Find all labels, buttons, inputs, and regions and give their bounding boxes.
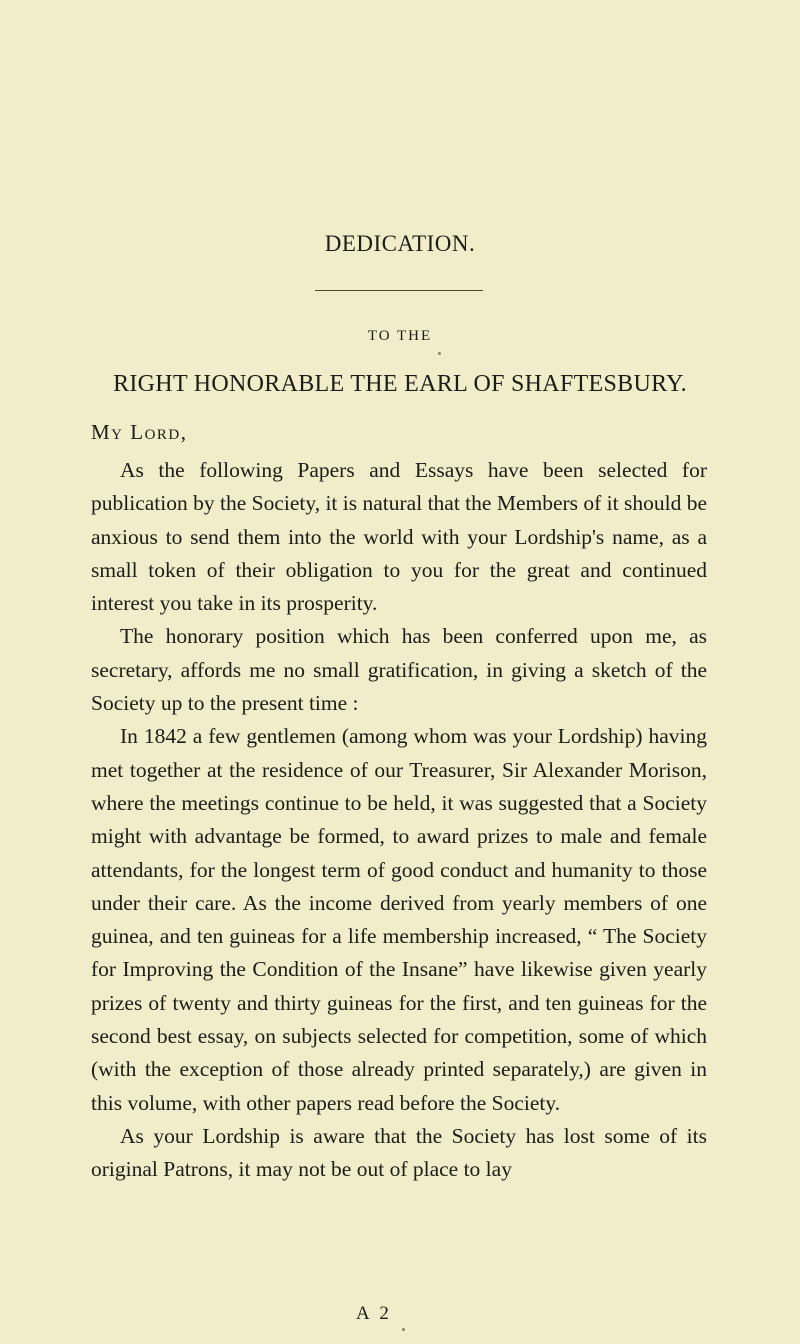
paragraph-3: In 1842 a few gentlemen (among whom was your Lordship) having met together at the residence of our Treasurer, Sir Alexander Morison, where the meetings continue to be held, it was suggested that a Society might with advantage be formed, to award prizes to male and female attendants, for the longest term of good conduct and humanity to those under their care. As the income derived from yearly members of one guinea, and ten guineas for a life membership increased, “ The Society for Improving the Condition of the Insane” have likewise given yearly prizes of twenty and thirty guineas for the first, and ten guineas for the second best essay, on subjects selected for competition, some of which (with the exception of those already printed separately,) are given in this volume, with other papers read before the Society. [91, 724, 707, 1115]
dedication-heading: DEDICATION. [324, 231, 476, 256]
salutation: My Lord, [91, 420, 188, 444]
paragraph-2: The honorary position which has been conferred upon me, as secretary, affords me no small gratification, in giving a sketch of the Society up to the present time : [91, 624, 707, 716]
dedication-body [91, 454, 707, 1187]
dedicatee-title: RIGHT HONORABLE THE EARL OF SHAFTESBURY. [113, 371, 687, 397]
signature-mark: A 2 [356, 1303, 392, 1324]
to-the-line: TO THE [367, 328, 433, 344]
divider-rule [315, 290, 483, 291]
paper-speck [438, 352, 441, 355]
paragraph-1: As the following Papers and Essays have been selected for publication by the Society, it is natural that the Members of it should be anxious to send them into the world with your Lordship's name, as a small token of their obligation to you for the great and continued interest you take in its prosperity. [91, 458, 708, 616]
paper-speck [402, 1328, 405, 1331]
paragraph-4: As your Lordship is aware that the Society has lost some of its original Patrons, it may not be out of place to lay [91, 1123, 707, 1182]
